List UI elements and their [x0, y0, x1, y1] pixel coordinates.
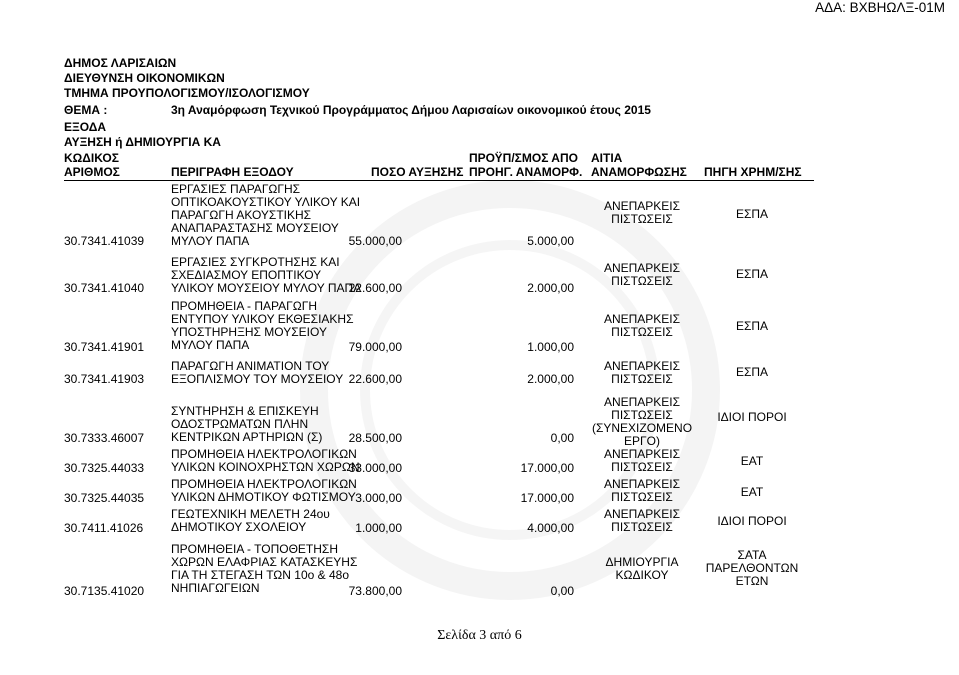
- row-prev-amount: 0,00: [550, 431, 574, 445]
- row-description: ΠΑΡΑΓΩΓΗ ΑΝΙΜΑΤΙΟΝ ΤΟΥ ΕΞΟΠΛΙΣΜΟΥ ΤΟΥ ΜΟΥΣΕΙΟΥ: [171, 359, 344, 386]
- row-reason: ΑΝΕΠΑΡΚΕΙΣ ΠΙΣΤΩΣΕΙΣ: [603, 359, 681, 386]
- row-description: ΠΡΟΜΗΘΕΙΑ - ΤΟΠΟΘΕΤΗΣΗ ΧΩΡΩΝ ΕΛΑΦΡΙΑΣ ΚΑΤΑΣΚΕΥΗΣ ΓΙΑ ΤΗ ΣΤΕΓΑΣΗ ΤΩΝ 10ο & 48ο ΝΗΠΙΑΓΩΓΕΙΩΝ: [171, 542, 358, 595]
- row-code: 30.7341.41039: [64, 234, 145, 248]
- col-prev-label-1: ΠΡΟΫΠ/ΣΜΟΣ ΑΠΟ: [469, 151, 578, 165]
- row-amount: 1.000,00: [355, 521, 402, 535]
- row-prev-amount: 0,00: [550, 584, 574, 598]
- row-code: 30.7341.41903: [64, 372, 145, 386]
- row-code: 30.7325.44035: [64, 491, 145, 505]
- row-amount: 22.600,00: [348, 281, 402, 295]
- row-prev-amount: 1.000,00: [527, 340, 574, 354]
- row-description: ΕΡΓΑΣΙΕΣ ΣΥΓΚΡΟΤΗΣΗΣ ΚΑΙ ΣΧΕΔΙΑΣΜΟΥ ΕΠΟΠΤΙΚΟΥ ΥΛΙΚΟΥ ΜΟΥΣΕΙΟΥ ΜΥΛΟΥ ΠΑΠΑ: [171, 255, 362, 295]
- ada-code: ΑΔΑ: ΒΧΒΗΩΛΞ-01Μ: [815, 0, 945, 15]
- row-amount: 79.000,00: [348, 340, 402, 354]
- row-description: ΣΥΝΤΗΡΗΣΗ & ΕΠΙΣΚΕΥΗ ΟΔΟΣΤΡΩΜΑΤΩΝ ΠΛΗΝ ΚΕΝΤΡΙΚΩΝ ΑΡΤΗΡΙΩΝ (Σ): [171, 404, 323, 444]
- subject-text: 3η Αναμόρφωση Τεχνικού Προγράμματος Δήμου Λαρισαίων οικονομικού έτους 2015: [171, 103, 651, 117]
- row-reason: ΑΝΕΠΑΡΚΕΙΣ ΠΙΣΤΩΣΕΙΣ (ΣΥΝΕΧΙΖΟΜΕΝΟ ΕΡΓΟ): [591, 395, 693, 448]
- row-code: 30.7341.41901: [64, 340, 145, 354]
- row-description: ΠΡΟΜΗΘΕΙΑ ΗΛΕΚΤΡΟΛΟΓΙΚΩΝ ΥΛΙΚΩΝ ΔΗΜΟΤΙΚΟΥ ΦΩΤΙΣΜΟΥ: [171, 477, 357, 504]
- col-prev-label-2: ΠΡΟΗΓ. ΑΝΑΜΟΡΦ.: [469, 165, 583, 179]
- row-amount: 3.000,00: [355, 491, 402, 505]
- col-amount-label: ΠΟΣΟ ΑΥΞΗΣΗΣ: [371, 165, 464, 179]
- col-reason-label-2: ΑΝΑΜΟΡΦΩΣΗΣ: [591, 165, 687, 179]
- row-source: ΕΣΠΑ: [735, 207, 769, 221]
- row-source: ΕΑΤ: [740, 454, 764, 468]
- row-reason: ΔΗΜΙΟΥΡΓΙΑ ΚΩΔΙΚΟΥ: [605, 555, 679, 582]
- row-amount: 55.000,00: [348, 234, 402, 248]
- row-code: 30.7333.46007: [64, 431, 145, 445]
- row-source: ΙΔΙΟΙ ΠΟΡΟΙ: [717, 514, 787, 528]
- col-desc-label: ΠΕΡΙΓΡΑΦΗ ΕΞΟΔΟΥ: [171, 165, 294, 179]
- department-title: ΤΜΗΜΑ ΠΡΟΥΠΟΛΟΓΙΣΜΟΥ/ΙΣΟΛΟΓΙΣΜΟΥ: [64, 86, 310, 100]
- row-code: 30.7341.41040: [64, 281, 145, 295]
- row-description: ΠΡΟΜΗΘΕΙΑ - ΠΑΡΑΓΩΓΗ ΕΝΤΥΠΟΥ ΥΛΙΚΟΥ ΕΚΘΕΣΙΑΚΗΣ ΥΠΟΣΤΗΡΗΞΗΣ ΜΟΥΣΕΙΟΥ ΜΥΛΟΥ ΠΑΠΑ: [171, 299, 354, 352]
- row-description: ΓΕΩΤΕΧΝΙΚΗ ΜΕΛΕΤΗ 24ου ΔΗΜΟΤΙΚΟΥ ΣΧΟΛΕΙΟΥ: [171, 507, 330, 534]
- row-source: ΕΣΠΑ: [735, 365, 769, 379]
- row-source: ΕΣΠΑ: [735, 319, 769, 333]
- col-code-label-2: ΑΡΙΘΜΟΣ: [64, 165, 120, 179]
- row-source: ΙΔΙΟΙ ΠΟΡΟΙ: [717, 410, 787, 424]
- section-subtitle: ΑΥΞΗΣΗ ή ΔΗΜΙΟΥΡΓΙΑ ΚΑ: [64, 135, 221, 149]
- col-reason-label-1: ΑΙΤΙΑ: [591, 151, 623, 165]
- row-code: 30.7411.41026: [64, 521, 144, 535]
- row-reason: ΑΝΕΠΑΡΚΕΙΣ ΠΙΣΤΩΣΕΙΣ: [603, 447, 681, 474]
- col-source-label: ΠΗΓΗ ΧΡΗΜ/ΣΗΣ: [704, 165, 802, 179]
- row-reason: ΑΝΕΠΑΡΚΕΙΣ ΠΙΣΤΩΣΕΙΣ: [603, 199, 681, 226]
- row-prev-amount: 4.000,00: [527, 521, 574, 535]
- section-title: ΕΞΟΔΑ: [64, 120, 107, 134]
- row-source: ΕΣΠΑ: [735, 267, 769, 281]
- row-prev-amount: 5.000,00: [527, 234, 574, 248]
- col-code-label-1: ΚΩΔΙΚΟΣ: [64, 151, 119, 165]
- row-amount: 33.000,00: [348, 461, 402, 475]
- row-prev-amount: 17.000,00: [520, 461, 574, 475]
- row-reason: ΑΝΕΠΑΡΚΕΙΣ ΠΙΣΤΩΣΕΙΣ: [603, 477, 681, 504]
- row-description: ΠΡΟΜΗΘΕΙΑ ΗΛΕΚΤΡΟΛΟΓΙΚΩΝ ΥΛΙΚΩΝ ΚΟΙΝΟΧΡΗΣΤΩΝ ΧΩΡΩΝ: [171, 447, 360, 474]
- directorate-title: ΔΙΕΥΘΥΝΣΗ ΟΙΚΟΝΟΜΙΚΩΝ: [64, 71, 225, 85]
- row-amount: 22.600,00: [348, 372, 402, 386]
- row-amount: 28.500,00: [348, 431, 402, 445]
- row-prev-amount: 17.000,00: [520, 491, 574, 505]
- row-amount: 73.800,00: [348, 584, 402, 598]
- subject-label: ΘΕΜΑ :: [64, 103, 108, 117]
- row-source: ΣΑΤΑ ΠΑΡΕΛΘΟΝΤΩΝ ΕΤΩΝ: [705, 548, 799, 588]
- row-description: ΕΡΓΑΣΙΕΣ ΠΑΡΑΓΩΓΗΣ ΟΠΤΙΚΟΑΚΟΥΣΤΙΚΟΥ ΥΛΙΚΟΥ ΚΑΙ ΠΑΡΑΓΩΓΗ ΑΚΟΥΣΤΙΚΗΣ ΑΝΑΠΑΡΑΣΤΑΣΗΣ ΜΟΥΣΕΙΟΥ ΜΥΛΟΥ ΠΑΠΑ: [171, 182, 361, 248]
- row-code: 30.7325.44033: [64, 461, 145, 475]
- row-code: 30.7135.41020: [64, 584, 145, 598]
- row-prev-amount: 2.000,00: [527, 372, 574, 386]
- page-number: Σελίδα 3 από 6: [437, 628, 522, 643]
- municipality-title: ΔΗΜΟΣ ΛΑΡΙΣΑΙΩΝ: [64, 56, 177, 70]
- header-divider: [64, 180, 814, 181]
- row-reason: ΑΝΕΠΑΡΚΕΙΣ ΠΙΣΤΩΣΕΙΣ: [603, 312, 681, 339]
- row-reason: ΑΝΕΠΑΡΚΕΙΣ ΠΙΣΤΩΣΕΙΣ: [603, 507, 681, 534]
- row-source: ΕΑΤ: [740, 485, 764, 499]
- row-prev-amount: 2.000,00: [527, 281, 574, 295]
- row-reason: ΑΝΕΠΑΡΚΕΙΣ ΠΙΣΤΩΣΕΙΣ: [603, 261, 681, 288]
